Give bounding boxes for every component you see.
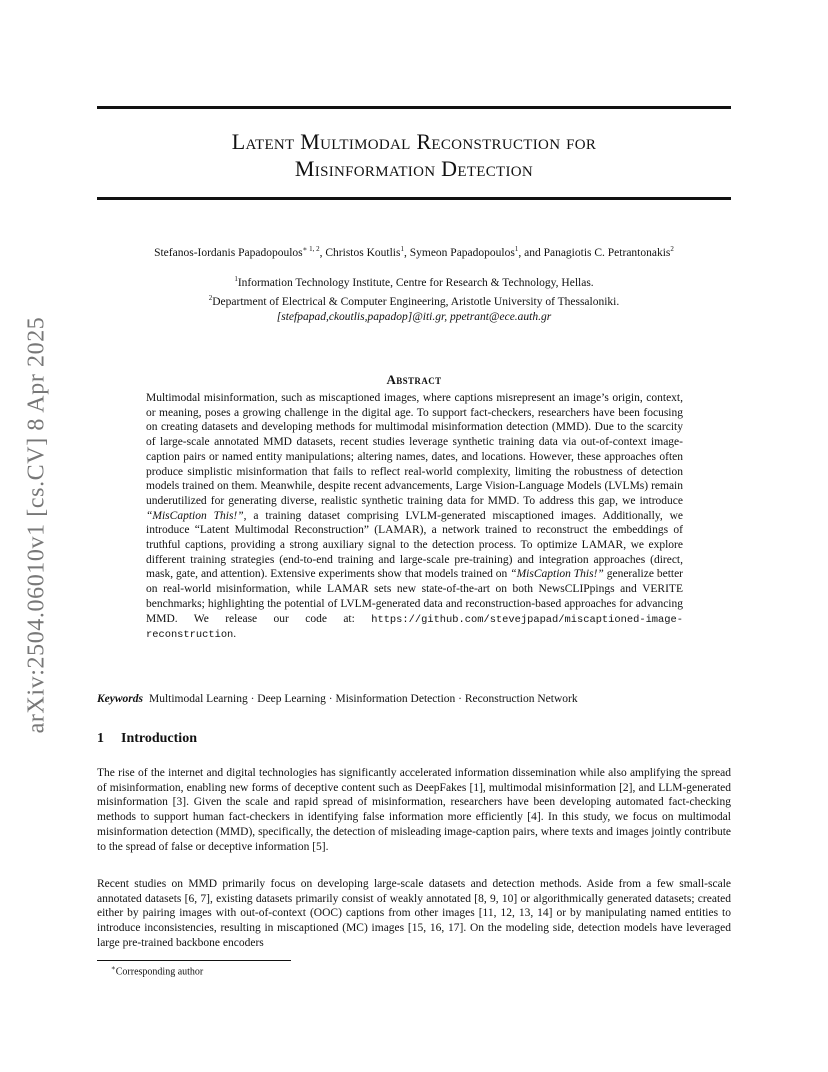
author-name: Christos Koutlis bbox=[325, 246, 401, 259]
author-name: Stefanos-Iordanis Papadopoulos bbox=[154, 246, 303, 259]
section-title: Introduction bbox=[121, 731, 197, 746]
arxiv-identifier-text: arXiv:2504.06010v1 [cs.CV] 8 Apr 2025 bbox=[23, 316, 50, 734]
affiliation-line bbox=[97, 272, 731, 291]
author-name: Panagiotis C. Petrantonakis bbox=[543, 246, 671, 259]
author-affiliation-mark: 2 bbox=[670, 245, 674, 253]
author-affiliation-mark: 1 bbox=[400, 245, 404, 253]
affiliation-line bbox=[97, 291, 731, 310]
affiliation-text: Department of Electrical & Computer Engineering, Aristotle University of Thessaloniki. bbox=[212, 295, 620, 308]
section-heading bbox=[97, 731, 197, 747]
abstract-heading: Abstract bbox=[386, 372, 442, 387]
footnote-text: Corresponding author bbox=[115, 966, 204, 978]
abstract-text: , a training dataset comprising LVLM-generated miscaptioned images. Additionally, we introduce “Latent Multimodal Reconstruction” (LAMAR), a network trained to reconstruct the embeddings of truthful captions, providing a strong auxiliary signal to the detection process. To optimize LAMAR, we explore different training strategies (end-to-end training and large-scale pre-training) and integration approaches (direct, mask, gate, and attention). Extensive experiments show that models trained on bbox=[146, 509, 683, 581]
author-affiliation-mark: ∗ 1, 2 bbox=[302, 245, 320, 253]
footnote bbox=[111, 964, 203, 977]
abstract-text: Multimodal misinformation, such as miscaptioned images, where captions misrepresent an image’s origin, context, or meaning, poses a growing challenge in the digital age. To support fact-checkers, researchers have been focusing on creating datasets and developing methods for multimodal misinformation detection (MMD). Due to the scarcity of large-scale annotated MMD datasets, recent studies leverage synthetic training data via out-of-context image-caption pairs or named entity manipulations; altering names, dates, and locations. However, these approaches often produce simplistic misinformation that fails to reflect real-world complexity, limiting the robustness of detection models trained on them. Meanwhile, despite recent advancements, Large Vision-Language Models (LVLMs) remain underutilized for generating diverse, realistic synthetic training data for MMD. To address this gap, we introduce bbox=[146, 392, 683, 507]
affiliation-text: Information Technology Institute, Centre for Research & Technology, Hellas. bbox=[237, 276, 594, 289]
author-separator: , and bbox=[518, 246, 544, 259]
affiliations bbox=[97, 272, 731, 325]
section-number: 1 bbox=[97, 731, 104, 746]
keywords-label: Keywords bbox=[97, 693, 143, 705]
dataset-name: “MisCaption This!” bbox=[146, 509, 244, 522]
dataset-name: “MisCaption This!” bbox=[510, 568, 604, 581]
body-paragraph: Recent studies on MMD primarily focus on developing large-scale datasets and detection methods. Aside from a few small-scale annotated datasets [6, 7], existing datasets primarily consist of weakly annotated [8, 9, 10] or algorithmically generated datasets; created either by pairing images with out-of-context (OOC) captions from other images [11, 12, 13, 14] or by manipulating named entities to introduce inconsistencies, resulting in miscaptioned (MC) images [15, 16, 17]. On the modeling side, detection models have leveraged large pre-trained backbone encoders bbox=[97, 878, 731, 949]
keywords-list: Multimodal Learning · Deep Learning · Misinformation Detection · Reconstruction Network bbox=[149, 693, 578, 705]
affiliation-mark: 2 bbox=[208, 293, 213, 302]
title-rule-bottom bbox=[97, 197, 731, 200]
abstract-body bbox=[146, 391, 683, 643]
author-separator: , bbox=[403, 246, 410, 259]
author-affiliation-mark: 1 bbox=[514, 245, 519, 253]
body-paragraph: The rise of the internet and digital technologies has significantly accelerated information dissemination while also amplifying the spread of misinformation, enabling new forms of deceptive content such as DeepFakes [1], multimodal misinformation [2], and LLM-generated misinformation [3]. Given the scale and rapid spread of misinformation, researchers have been developing automated fact-checking methods to support human fact-checkers in identifying false information more efficiently [4]. In this study, we focus on multimodal misinformation detection (MMD), specifically, the detection of misleading image-caption pairs, where texts and images jointly contribute to the spread of false or deceptive information [5]. bbox=[97, 767, 731, 853]
keywords bbox=[97, 693, 737, 705]
paper-title-line-1: Latent Multimodal Reconstruction for bbox=[231, 129, 597, 154]
abstract-text: . bbox=[233, 628, 237, 641]
affiliation-mark: 1 bbox=[234, 275, 238, 283]
author-separator: , bbox=[319, 246, 326, 259]
code-repository-url[interactable]: https://github.com/stevejpapad/miscaptioned-image-reconstruction bbox=[146, 613, 683, 642]
author-emails: [stefpapad,ckoutlis,papadop]@iti.gr, ppetrant@ece.auth.gr bbox=[276, 310, 552, 323]
footnote-mark: ∗ bbox=[111, 964, 116, 972]
arxiv-identifier-stamp bbox=[22, 290, 52, 760]
author-list bbox=[97, 245, 731, 259]
paper-title-line-2: Misinformation Detection bbox=[294, 156, 534, 181]
abstract-text: generalize better on real-world misinformation, while LAMAR sets new state-of-the-art on both NewsCLIPpings and VERITE benchmarks; highlighting the potential of LVLM-generated data and reconstruction-based approaches for advancing MMD. We release our code at: bbox=[146, 568, 684, 625]
title-rule-top bbox=[97, 106, 731, 109]
paper-title bbox=[97, 128, 731, 182]
author-name: Symeon Papadopoulos bbox=[409, 246, 515, 259]
footnote-rule bbox=[97, 960, 291, 961]
